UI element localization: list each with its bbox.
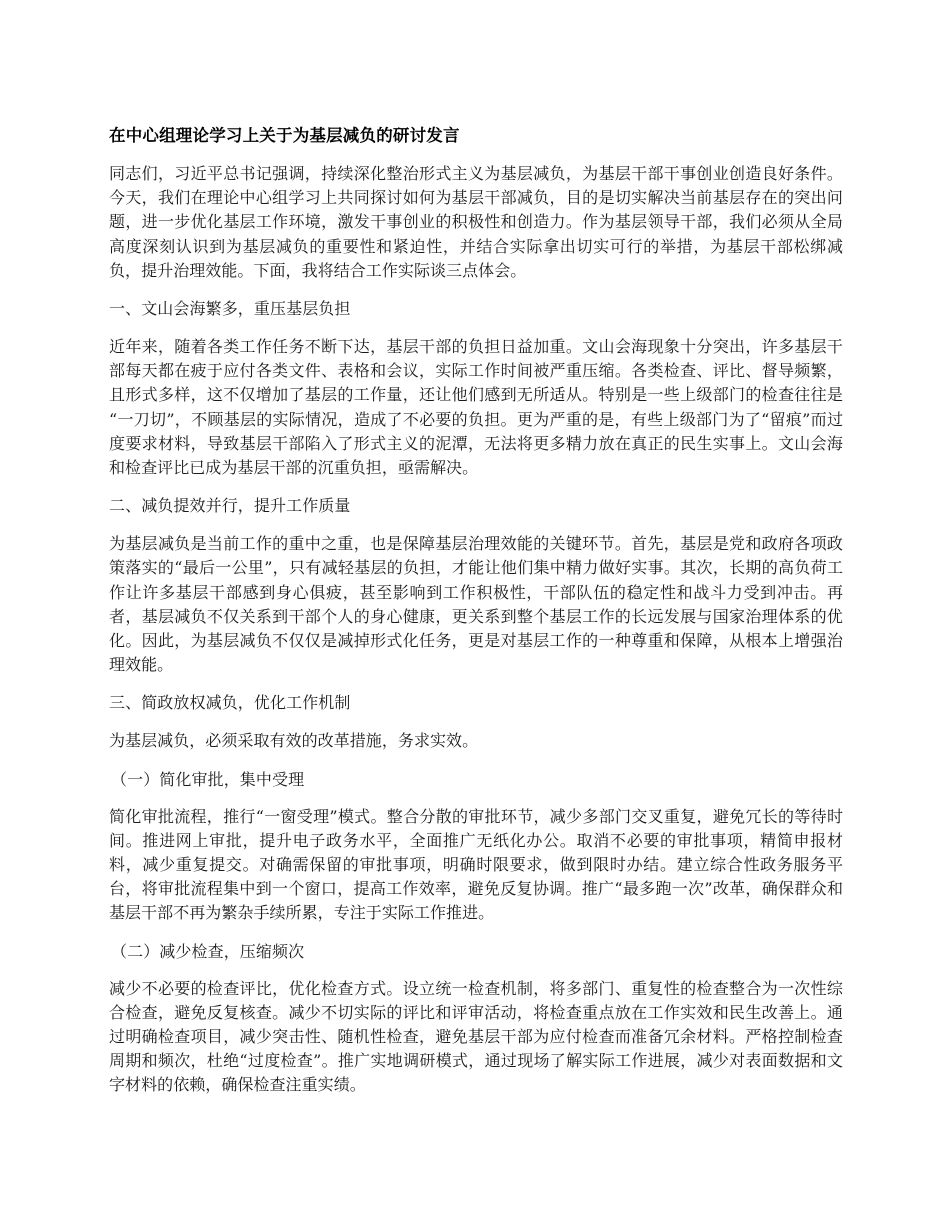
sub-heading: （二）减少检查，压缩频次 bbox=[111, 941, 305, 961]
body-paragraph: 同志们，习近平总书记强调，持续深化整治形式主义为基层减负，为基层干部干事创业创造良好条件。今天，我们在理论中心组学习上共同探讨如何为基层干部减负，目的是切实解决当前基层存在的突出问题，进一步优化基层工作环境，激发干事创业的积极性和创造力。作为基层领导干部，我们必须从全局高度深刻认识到为基层减负的重要性和紧迫性，并结合实际拿出切实可行的举措，为基层干部松绑减负，提升治理效能。下面，我将结合工作实际谈三点体会。 bbox=[109, 164, 843, 280]
body-paragraph: 为基层减负，必须采取有效的改革措施，务求实效。 bbox=[109, 731, 479, 751]
page-title: 在中心组理论学习上关于为基层减负的研讨发言 bbox=[109, 126, 460, 145]
section-heading: 一、文山会海繁多，重压基层负担 bbox=[109, 299, 351, 319]
body-paragraph: 简化审批流程，推行“一窗受理”模式。整合分散的审批环节，减少多部门交叉重复，避免冗长的等待时间。推进网上审批，提升电子政务水平，全面推广无纸化办公。取消不必要的审批事项，精简申报材料，减少重复提交。对确需保留的审批事项，明确时限要求，做到限时办结。建立综合性政务服务平台，将审批流程集中到一个窗口，提高工作效率，避免反复协调。推广“最多跑一次”改革，确保群众和基层干部不再为繁杂手续所累，专注于实际工作推进。 bbox=[109, 806, 843, 923]
document-body bbox=[109, 162, 843, 1098]
body-paragraph: 为基层减负是当前工作的重中之重，也是保障基层治理效能的关键环节。首先，基层是党和政府各项政策落实的“最后一公里”，只有减轻基层的负担，才能让他们集中精力做好实事。其次，长期的高负荷工作让许多基层干部感到身心俱疲，甚至影响到工作积极性，干部队伍的稳定性和战斗力受到冲击。再者，基层减负不仅关系到干部个人的身心健康，更关系到整个基层工作的长远发展与国家治理体系的优化。因此，为基层减负不仅仅是减掉形式化任务，更是对基层工作的一种尊重和保障，从根本上增强治理效能。 bbox=[109, 534, 843, 675]
section-heading: 三、简政放权减负，优化工作机制 bbox=[109, 693, 351, 713]
body-paragraph: 减少不必要的检查评比，优化检查方式。设立统一检查机制，将多部门、重复性的检查整合为一次性综合检查，避免反复核查。减少不切实际的评比和评审活动，将检查重点放在工作实效和民生改善上。通过明确检查项目，减少突击性、随机性检查，避免基层干部为应付检查而准备冗余材料。严格控制检查周期和频次，杜绝“过度检查”。推广实地调研模式，通过现场了解实际工作进展，减少对表面数据和文字材料的依赖，确保检查注重实绩。 bbox=[109, 978, 843, 1095]
section-heading: 二、减负提效并行，提升工作质量 bbox=[109, 496, 351, 516]
sub-heading: （一）简化审批，集中受理 bbox=[111, 769, 305, 789]
body-paragraph: 近年来，随着各类工作任务不断下达，基层干部的负担日益加重。文山会海现象十分突出，许多基层干部每天都在疲于应付各类文件、表格和会议，实际工作时间被严重压缩。各类检查、评比、督导频繁，且形式多样，这不仅增加了基层的工作量，还让他们感到无所适从。特别是一些上级部门的检查往往是“一刀切”，不顾基层的实际情况，造成了不必要的负担。更为严重的是，有些上级部门为了“留痕”而过度要求材料，导致基层干部陷入了形式主义的泥潭，无法将更多精力放在真正的民生实事上。文山会海和检查评比已成为基层干部的沉重负担，亟需解决。 bbox=[109, 337, 843, 478]
